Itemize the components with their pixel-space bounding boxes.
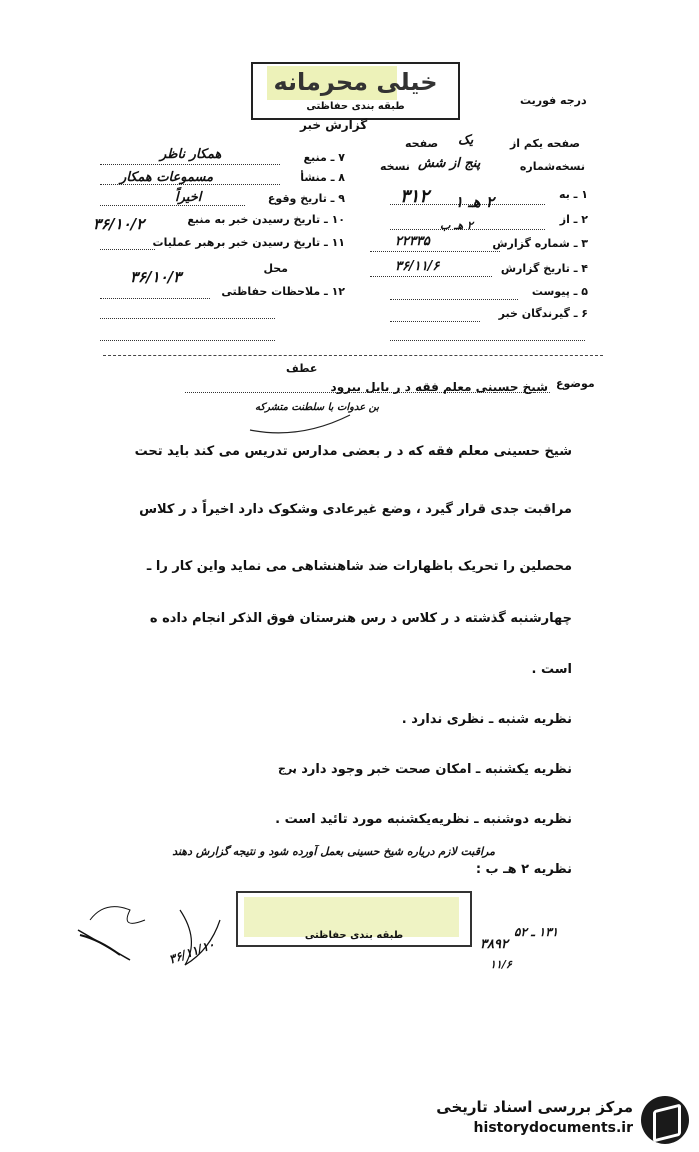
location-value: ۳۶/۱۰/۳ <box>130 268 182 286</box>
date-to-source-label: ۱۰ ـ تاریخ رسیدن خبر به منبع <box>187 213 345 226</box>
bottom-number-1: ۱۳۱ ـ ۵۲ <box>514 925 559 939</box>
occurrence-date-line <box>100 205 245 206</box>
report-number-value: ۲۲۳۳۵ <box>395 234 430 249</box>
report-number-label: ۳ ـ شماره گزارش <box>492 237 588 250</box>
report-date-label: ۴ ـ تاریخ گزارش <box>500 262 588 275</box>
page-of-value: یک <box>458 133 474 148</box>
signature-scribbles <box>60 880 240 990</box>
page-of-suffix: صفحه <box>405 137 439 150</box>
occurrence-date-label: ۹ ـ تاریخ وقوع <box>267 192 345 205</box>
archive-org-name: مرکز بررسی اسناد تاریخی <box>436 1098 633 1116</box>
security-notes-label: ۱۲ ـ ملاحظات حفاظتی <box>221 285 345 298</box>
location-label: محل <box>263 262 288 275</box>
field-from-value: ۲ هـ ۱ <box>455 193 494 211</box>
bottom-date: ۳۶/۱۱/۱۰ <box>167 937 217 967</box>
bottom-classification-stamp <box>236 891 472 947</box>
source-line <box>100 164 280 165</box>
security-notes-line <box>100 298 210 299</box>
attachment-label: ۵ ـ پیوست <box>531 285 588 298</box>
date-to-leader-line <box>100 249 155 250</box>
origin-label: ۸ ـ منشأ <box>300 171 345 184</box>
recipients-line-2 <box>390 340 585 341</box>
page-of-label: صفحه یکم از <box>509 137 580 150</box>
subject-text: شیخ حسینی معلم فقه د ر بابل بیرود <box>330 380 548 394</box>
copy-number-label: نسخه‌شماره <box>519 160 585 173</box>
body-line-4: چهارشنبه گذشته د ر کلاس د رس هنرستان فوق الذکر انجام داده ه <box>149 611 572 626</box>
copy-number-value: پنج از شش <box>418 156 481 171</box>
subject-label: موضوع <box>556 377 595 390</box>
small-note: برج <box>278 762 297 775</box>
subject-note: بن عدوات با سلطنت متشرکه <box>255 402 380 413</box>
source-value: همکار ناظر <box>160 147 222 162</box>
body-line-1: شیخ حسینی معلم فقه که د ر بعضی مدارس تدریس می کند باید تحت <box>134 444 572 459</box>
body-line-2: مراقبت جدی قرار گیرد ، وضع غیرعادی وشکوک دارد اخیراً د ر کلاس <box>139 502 572 517</box>
hdb-handwritten-note: مراقبت لازم دریاره شیخ حسینی بعمل آورده شود و نتیجه گزارش دهند <box>172 845 495 858</box>
report-title: گزارش خبر <box>300 118 368 132</box>
security-notes-line-2 <box>100 318 275 319</box>
date-to-leader-label: ۱۱ ـ تاریخ رسیدن خبر برهبر عملیات <box>152 236 345 249</box>
urgency-label: درجه فوریت <box>520 94 587 107</box>
opinion-hdb-label: نظریه ۲ هـ ب : <box>475 862 572 877</box>
atf-annotation: عطف <box>286 362 318 375</box>
report-number-line <box>370 251 500 252</box>
field-from-label: ۲ ـ از <box>559 213 588 226</box>
copy-number-suffix: نسخه <box>380 160 410 173</box>
date-to-source-value: ۳۶/۱۰/۲ <box>93 215 145 233</box>
archive-url: historydocuments.ir <box>473 1120 633 1136</box>
body-line-5: است . <box>531 662 572 677</box>
attachment-line <box>390 299 518 300</box>
recipients-label: ۶ ـ گیرندگان خبر <box>498 307 588 320</box>
body-line-3: محصلین را تحریک باظهارات ضد شاهنشاهی می نماید واین کار را ـ <box>146 559 572 574</box>
field-to-label: ۱ ـ به <box>559 188 588 201</box>
hdb-annotation: ۲ هـ ب <box>440 219 473 232</box>
archive-logo-icon <box>641 1096 689 1144</box>
opinion-sunday: نظریه یکشنبه ـ امکان صحت خبر وجود دارد . <box>291 762 572 777</box>
underline-scribble <box>240 395 360 445</box>
classification-stamp <box>251 62 460 120</box>
bottom-stamp-sub: طبقه بندی حفاظتی <box>304 930 404 941</box>
recipients-line <box>390 321 480 322</box>
archive-logo <box>414 1094 689 1146</box>
origin-value: مسموعات همکار <box>120 170 214 185</box>
occurrence-date-value: اخیراً <box>175 190 202 205</box>
security-notes-line-3 <box>100 340 275 341</box>
report-date-value: ۳۶/۱۱/۶ <box>395 259 440 274</box>
report-date-line <box>370 276 492 277</box>
bottom-number-3: ۱۱/۶ <box>490 958 512 971</box>
classification-text: خیلی محرمانه <box>273 68 438 96</box>
classification-sub: طبقه بندی حفاظتی <box>306 101 405 112</box>
opinion-saturday: نظریه شنبه ـ نظری ندارد . <box>401 712 572 727</box>
header-divider <box>103 355 603 356</box>
bottom-number-2: ۳۸۹۲ <box>480 937 508 952</box>
source-label: ۷ ـ منبع <box>303 151 345 164</box>
field-to-value: ۳۱۲ <box>400 186 430 207</box>
opinion-monday: نظریه دوشنبه ـ نظریه‌یکشنبه مورد تائید است . <box>275 812 572 827</box>
